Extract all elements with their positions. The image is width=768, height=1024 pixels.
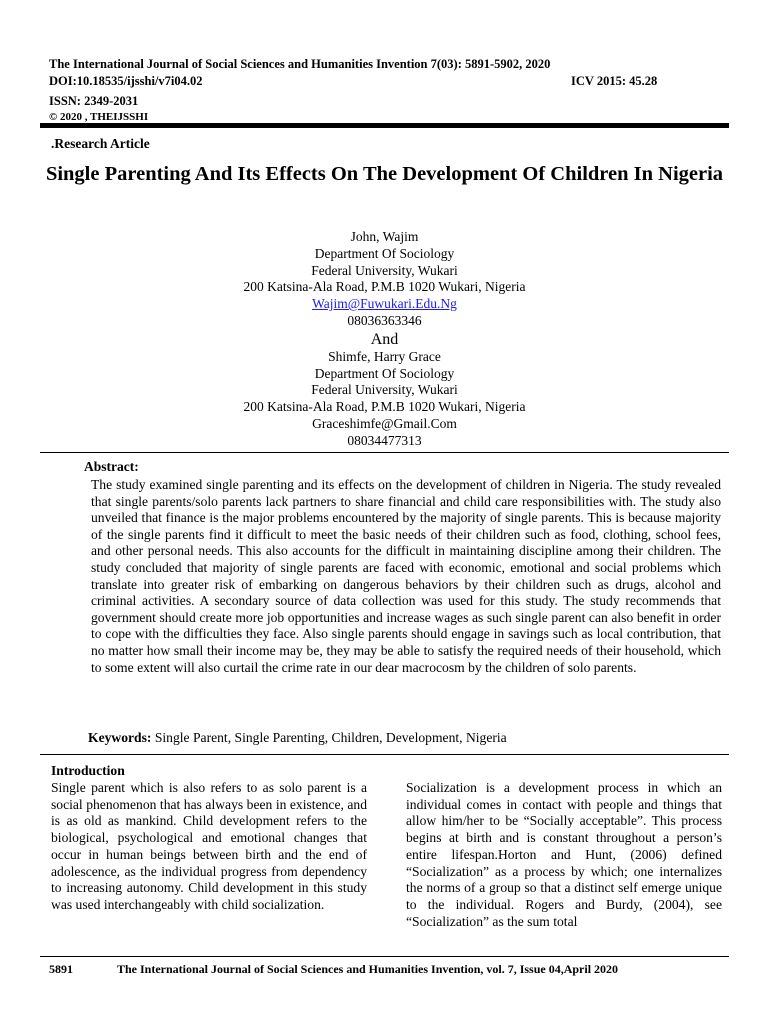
header-divider (40, 123, 729, 128)
icv-text: ICV 2015: 45.28 (571, 74, 658, 88)
author-university: Federal University, Wukari (311, 382, 458, 398)
keywords-label: Keywords: (88, 730, 152, 745)
intro-column-right: Socialization is a development process in which an individual comes in contact with people and things that allow him/her to be “Socially acceptable”. This process begins at birth and is constant throughout a person’s entire lifespan.Horton and Hunt, (2006) defined “Socialization” as a process by which; one internalizes the norms of a group so that a distinct self emerge unique to the individual. Rogers and Burdy, (2004), see “Socialization” as the sum total (406, 780, 722, 929)
author-phone: 08034477313 (347, 432, 422, 448)
author-name: John, Wajim (350, 229, 419, 244)
and-separator: And (370, 330, 399, 348)
article-type: .Research Article (51, 136, 150, 151)
abstract-divider-top (40, 452, 729, 453)
author-phone: 08036363346 (347, 312, 422, 328)
author-email-link[interactable]: Wajim@Fuwukari.Edu.Ng (312, 296, 457, 312)
author-address: 200 Katsina-Ala Road, P.M.B 1020 Wukari, Nigeria (243, 279, 526, 295)
footer-divider (40, 956, 729, 957)
issn-text: ISSN: 2349-2031 (49, 94, 139, 108)
introduction-heading: Introduction (51, 763, 125, 778)
author-email: Graceshimfe@Gmail.Com (312, 415, 457, 431)
keywords-line (88, 730, 507, 746)
author-department: Department Of Sociology (314, 365, 455, 381)
paper-title: Single Parenting And Its Effects On The Development Of Children In Nigeria (45, 163, 724, 185)
author-university: Federal University, Wukari (311, 262, 458, 278)
abstract-heading: Abstract: (84, 459, 139, 474)
intro-column-left: Single parent which is also refers to as solo parent is a social phenomenon that has always been in existence, and is as old as mankind. Child development refers to the biological, psychological and emotional changes that occur in human beings between birth and the end of adolescence, as the individual progress from dependency to increasing autonomy. Child development in this study was used interchangeably with child socialization. (51, 780, 367, 912)
keywords-divider (40, 754, 729, 755)
copyright-text: © 2020 , THEIJSSHI (49, 111, 149, 123)
author-department: Department Of Sociology (314, 245, 455, 261)
journal-header-line: The International Journal of Social Sciences and Humanities Invention 7(03): 5891-5902, 2020 (49, 57, 551, 71)
abstract-text: The study examined single parenting and its effects on the development of children in Nigeria. The study revealed that single parents/solo parents lack partners to share financial and child care responsibilities with. The study also unveiled that finance is the major problems encountered by the majority of single parents. This is because majority of the single parents find it difficult to meet the basic needs of their children such as food, clothing, school fees, and other personal needs. This also accounts for the difficult in maintaining discipline among their children. The study concluded that majority of single parents are faced with economic, emotional and social problems which translate into greater risk of embarking on dangerous behaviors by their children such as drugs, alcohol and criminal activities. A secondary source of data collection was used for this study. The study recommends that government should create more job opportunities and increase wages as such single parent can also benefit in order to cope with the difficulties they face. Also single parents should engage in savings such as local contribution, that no matter how small their income may be, they may be able to satisfy the required needs of their household, which to some extent will also curtail the crime rate in our dear macrocosm by the children of solo parents. (91, 477, 721, 675)
author-block (40, 229, 729, 450)
page-number: 5891 (49, 962, 73, 976)
footer-citation: The International Journal of Social Sciences and Humanities Invention, vol. 7, Issue 04,April 2020 (117, 962, 619, 976)
doi-text: DOI:10.18535/ijsshi/v7i04.02 (49, 74, 203, 88)
keywords-text: Single Parent, Single Parenting, Children, Development, Nigeria (154, 730, 507, 745)
author-name: Shimfe, Harry Grace (328, 348, 441, 364)
author-address: 200 Katsina-Ala Road, P.M.B 1020 Wukari, Nigeria (243, 399, 526, 415)
